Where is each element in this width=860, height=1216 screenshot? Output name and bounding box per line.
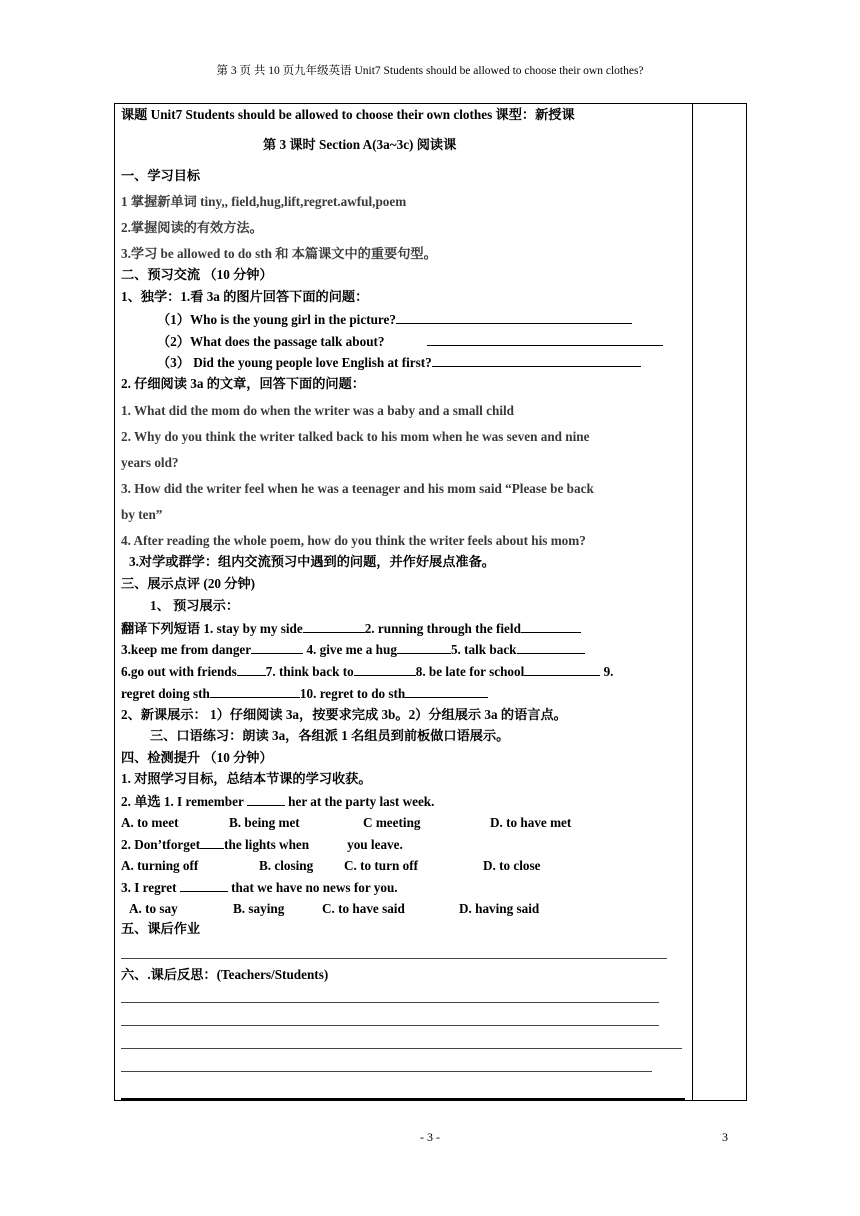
lesson-subtitle: 第 3 课时 Section A(3a~3c) 阅读课 [263, 137, 457, 152]
reflection-answer-line [121, 1048, 682, 1049]
option-b: B. closing [259, 858, 314, 873]
option-a: A. turning off [121, 858, 199, 873]
reading-question-cont: by ten” [121, 507, 163, 522]
section-homework-heading: 五、课后作业 [121, 921, 201, 936]
objective-item: 2.掌握阅读的有效方法。 [121, 220, 263, 235]
reflection-answer-line [121, 1025, 659, 1026]
new-lesson-display: 2、新课展示： 1）仔细阅读 3a，按要求完成 3b。2）分组展示 3a 的语言点。 [121, 707, 567, 722]
picture-question-3: （3） Did the young people love English at first? [157, 353, 641, 372]
reading-question: 1. What did the mom do when the writer was a baby and a small child [121, 403, 514, 418]
section-test-heading: 四、检测提升 （10 分钟） [121, 750, 273, 765]
test-item-summary: 1. 对照学习目标，总结本节课的学习收获。 [121, 771, 372, 786]
picture-question-1: （1）Who is the young girl in the picture? [157, 310, 632, 329]
preview-display-label: 1、 预习展示： [150, 598, 240, 613]
picture-question-2: （2）What does the passage talk about? [157, 332, 663, 351]
choice-question-1: 2. 单选 1. I remember her at the party last week. [121, 794, 435, 809]
phrase-line-1: 翻译下列短语 1. stay by my side 2. running through the field [121, 619, 581, 638]
objective-item: 1 掌握新单词 tiny,, field,hug,lift,regret.awful,poem [121, 194, 407, 209]
reading-question-cont: years old? [121, 455, 179, 470]
option-a: A. to meet [121, 815, 179, 830]
reflection-answer-line [121, 1002, 659, 1003]
lesson-title: 课题 Unit7 Students should be allowed to choose their own clothes 课型：新授课 [121, 107, 575, 122]
option-d: D. to have met [490, 815, 572, 830]
reading-question: 3. How did the writer feel when he was a teenager and his mom said “Please be back [121, 481, 594, 496]
option-b: B. saying [233, 901, 285, 916]
phrase-line-2: 3.keep me from danger 4. give me a hug 5. talk back [121, 640, 585, 659]
oral-practice: 三、口语练习：朗读 3a，各组派 1 名组员到前板做口语展示。 [150, 728, 510, 743]
reflection-answer-line [121, 1071, 652, 1072]
notes-column-divider [692, 103, 693, 1101]
option-b: B. being met [229, 815, 300, 830]
page-number-center: - 3 - [420, 1130, 440, 1144]
task-self-study: 1、独学：1.看 3a 的图片回答下面的问题： [121, 289, 369, 304]
option-c: C. to have said [322, 901, 405, 916]
page-number-right: 3 [722, 1130, 728, 1144]
option-d: D. to close [483, 858, 541, 873]
reflection-answer-line [121, 1098, 685, 1100]
section-objectives-heading: 一、学习目标 [121, 168, 201, 183]
section-display-heading: 三、展示点评 (20 分钟) [121, 576, 256, 591]
phrase-line-4: regret doing sth 10. regret to do sth [121, 684, 488, 703]
phrase-line-3: 6.go out with friends 7. think back to 8. be late for school 9. [121, 664, 614, 679]
objective-item: 3.学习 be allowed to do sth 和 本篇课文中的重要句型。 [121, 246, 437, 261]
homework-answer-line [121, 958, 667, 959]
section-preview-heading: 二、预习交流 （10 分钟） [121, 267, 273, 282]
task-reading: 2. 仔细阅读 3a 的文章，回答下面的问题： [121, 376, 365, 391]
option-d: D. having said [459, 901, 540, 916]
option-a: A. to say [129, 901, 178, 916]
section-reflection-heading: 六、.课后反思：(Teachers/Students) [121, 967, 329, 982]
choice-question-3: 3. I regret that we have no news for you. [121, 880, 398, 895]
reading-question: 2. Why do you think the writer talked back to his mom when he was seven and nine [121, 429, 590, 444]
task-group-study: 3.对学或群学：组内交流预习中遇到的问题，并作好展点准备。 [129, 554, 495, 569]
choice-question-2: 2. Don’tforget the lights when you leave. [121, 837, 403, 852]
option-c: C meeting [363, 815, 421, 830]
option-c: C. to turn off [344, 858, 418, 873]
reading-question: 4. After reading the whole poem, how do you think the writer feels about his mom? [121, 533, 586, 548]
page-header: 第 3 页 共 10 页九年级英语 Unit7 Students should be allowed to choose their own clothes? [216, 65, 644, 77]
